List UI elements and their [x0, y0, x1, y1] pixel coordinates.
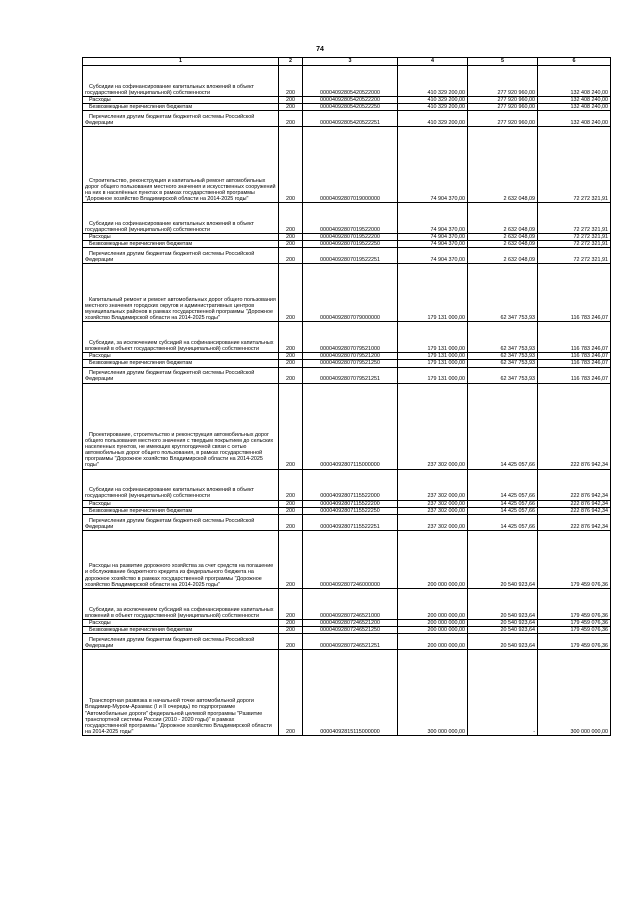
row-exec-cell: 62 347 753,93 — [468, 264, 538, 322]
row-kbk-cell: 00004092805420522000 — [303, 66, 398, 97]
row-name-cell: Капитальный ремонт и ремонт автомобильных дорог общего пользования местного значения городских округов и административных центров муниципальных районов в рамках государственной программы "Дорожное хозяйство Владимирской области на 2014-2025 годы" — [83, 264, 279, 322]
row-rest-cell: 116 783 246,07 — [538, 264, 611, 322]
row-kbk-cell: 00004092807019000000 — [303, 127, 398, 203]
table-row — [83, 97, 611, 104]
row-exec-cell: 2 632 048,09 — [468, 127, 538, 203]
row-name-cell: Перечисления другим бюджетам бюджетной системы Российской Федерации — [83, 111, 279, 127]
row-rest-cell: 132 408 240,00 — [538, 111, 611, 127]
table-row — [83, 619, 611, 626]
row-name-cell: Безвозмездные перечисления бюджетам — [83, 507, 279, 514]
row-name-cell: Расходы на развитие дорожного хозяйства за счет средств на погашение и обслуживание бюджетного кредита из федерального бюджета на дорожное хозяйство в рамках государственной программы "Дорожное хозяйство Владимирской области на 2014-2025 годы" — [83, 530, 279, 588]
row-exec-cell: 62 347 753,93 — [468, 360, 538, 367]
row-plan-cell: 410 329 200,00 — [398, 111, 468, 127]
row-plan-cell: 200 000 000,00 — [398, 619, 468, 626]
row-kbk-cell: 00004092805420522251 — [303, 111, 398, 127]
row-rest-cell: 222 876 942,34 — [538, 507, 611, 514]
row-plan-cell: 179 131 000,00 — [398, 322, 468, 353]
table-row — [83, 500, 611, 507]
table-row — [83, 383, 611, 469]
row-rest-cell: 222 876 942,34 — [538, 500, 611, 507]
row-exec-cell: 20 540 923,64 — [468, 633, 538, 649]
row-kbk-cell: 00004092807079521251 — [303, 367, 398, 383]
row-rest-cell: 132 408 240,00 — [538, 97, 611, 104]
row-code-cell: 200 — [279, 241, 303, 248]
row-kbk-cell: 00004092807019522200 — [303, 234, 398, 241]
row-kbk-cell: 00004092805420522200 — [303, 97, 398, 104]
row-plan-cell: 179 131 000,00 — [398, 264, 468, 322]
row-name-cell: Расходы — [83, 500, 279, 507]
row-name-cell: Безвозмездные перечисления бюджетам — [83, 104, 279, 111]
row-code-cell: 200 — [279, 360, 303, 367]
table-row — [83, 588, 611, 619]
row-name-cell: Перечисления другим бюджетам бюджетной системы Российской Федерации — [83, 514, 279, 530]
table-row — [83, 469, 611, 500]
row-kbk-cell: 00004092807246521200 — [303, 619, 398, 626]
header-col-6: 6 — [538, 58, 611, 66]
row-rest-cell: 179 459 076,36 — [538, 530, 611, 588]
row-exec-cell: 14 425 057,66 — [468, 500, 538, 507]
table-row — [83, 203, 611, 234]
row-plan-cell: 410 329 200,00 — [398, 97, 468, 104]
row-plan-cell: 74 904 370,00 — [398, 241, 468, 248]
header-col-1: 1 — [83, 58, 279, 66]
row-plan-cell: 410 329 200,00 — [398, 104, 468, 111]
table-row — [83, 241, 611, 248]
row-code-cell: 200 — [279, 507, 303, 514]
row-kbk-cell: 00004092807019522000 — [303, 203, 398, 234]
budget-execution-table — [82, 57, 611, 736]
row-rest-cell: 179 459 076,36 — [538, 633, 611, 649]
row-code-cell: 200 — [279, 514, 303, 530]
table-row — [83, 360, 611, 367]
row-rest-cell: 222 876 942,34 — [538, 383, 611, 469]
row-plan-cell: 200 000 000,00 — [398, 626, 468, 633]
row-name-cell: Субсидии, за исключением субсидий на софинансирование капитальных вложений в объект государственной (муниципальной) собственности — [83, 588, 279, 619]
row-plan-cell: 200 000 000,00 — [398, 530, 468, 588]
row-exec-cell: 20 540 923,64 — [468, 530, 538, 588]
row-exec-cell: - — [468, 649, 538, 735]
table-row — [83, 322, 611, 353]
table-row — [83, 530, 611, 588]
row-name-cell: Перечисления другим бюджетам бюджетной системы Российской Федерации — [83, 367, 279, 383]
row-kbk-cell: 00004092807246521000 — [303, 588, 398, 619]
row-rest-cell: 116 783 246,07 — [538, 367, 611, 383]
row-plan-cell: 237 302 000,00 — [398, 500, 468, 507]
row-plan-cell: 74 904 370,00 — [398, 234, 468, 241]
row-code-cell: 200 — [279, 104, 303, 111]
table-row — [83, 248, 611, 264]
row-exec-cell: 14 425 057,66 — [468, 507, 538, 514]
row-exec-cell: 20 540 923,64 — [468, 626, 538, 633]
row-rest-cell: 179 459 076,36 — [538, 588, 611, 619]
row-code-cell: 200 — [279, 626, 303, 633]
row-exec-cell: 14 425 057,66 — [468, 383, 538, 469]
row-kbk-cell: 00004092807079521200 — [303, 353, 398, 360]
row-kbk-cell: 00004092807019522251 — [303, 248, 398, 264]
row-plan-cell: 300 000 000,00 — [398, 649, 468, 735]
row-plan-cell: 179 131 000,00 — [398, 353, 468, 360]
row-name-cell: Субсидии на софинансирование капитальных вложений в объект государственной (муниципальной) собственности — [83, 469, 279, 500]
row-plan-cell: 74 904 370,00 — [398, 203, 468, 234]
table-row — [83, 367, 611, 383]
row-plan-cell: 237 302 000,00 — [398, 514, 468, 530]
row-plan-cell: 74 904 370,00 — [398, 127, 468, 203]
row-rest-cell: 116 783 246,07 — [538, 322, 611, 353]
table-header-row — [83, 58, 611, 66]
row-name-cell: Безвозмездные перечисления бюджетам — [83, 241, 279, 248]
row-exec-cell: 62 347 753,93 — [468, 353, 538, 360]
row-kbk-cell: 00004092807246521251 — [303, 633, 398, 649]
row-exec-cell: 2 632 048,09 — [468, 203, 538, 234]
row-code-cell: 200 — [279, 353, 303, 360]
row-code-cell: 200 — [279, 264, 303, 322]
row-rest-cell: 179 459 076,36 — [538, 626, 611, 633]
row-exec-cell: 277 920 960,00 — [468, 111, 538, 127]
row-code-cell: 200 — [279, 633, 303, 649]
header-col-3: 3 — [303, 58, 398, 66]
row-kbk-cell: 00004092807115522250 — [303, 507, 398, 514]
row-exec-cell: 277 920 960,00 — [468, 104, 538, 111]
row-kbk-cell: 00004092807079521250 — [303, 360, 398, 367]
row-plan-cell: 237 302 000,00 — [398, 383, 468, 469]
row-kbk-cell: 00004092807115000000 — [303, 383, 398, 469]
row-plan-cell: 179 131 000,00 — [398, 360, 468, 367]
row-code-cell: 200 — [279, 66, 303, 97]
row-code-cell: 200 — [279, 619, 303, 626]
row-kbk-cell: 00004092807115522000 — [303, 469, 398, 500]
row-rest-cell: 72 272 321,91 — [538, 234, 611, 241]
row-code-cell: 200 — [279, 322, 303, 353]
row-exec-cell: 62 347 753,93 — [468, 322, 538, 353]
row-name-cell: Проектирование, строительство и реконструкция автомобильных дорог общего пользования местного значения с твердым покрытием до сельских населенных пунктов, не имеющих круглогодичной связи с сетью автомобильных дорог общего пользования, в рамках государственной программы "Дорожное хозяйство Владимирской области на 2014-2025 годы" — [83, 383, 279, 469]
row-kbk-cell: 00004092815115000000 — [303, 649, 398, 735]
table-row — [83, 66, 611, 97]
row-kbk-cell: 00004092805420522250 — [303, 104, 398, 111]
header-col-4: 4 — [398, 58, 468, 66]
row-name-cell: Субсидии на софинансирование капитальных вложений в объект государственной (муниципальной) собственности — [83, 66, 279, 97]
row-rest-cell: 132 408 240,00 — [538, 66, 611, 97]
table-row — [83, 104, 611, 111]
row-name-cell: Субсидии на софинансирование капитальных вложений в объект государственной (муниципальной) собственности — [83, 203, 279, 234]
row-name-cell: Расходы — [83, 97, 279, 104]
row-plan-cell: 200 000 000,00 — [398, 588, 468, 619]
row-kbk-cell: 00004092807246000000 — [303, 530, 398, 588]
row-name-cell: Безвозмездные перечисления бюджетам — [83, 626, 279, 633]
table-row — [83, 264, 611, 322]
row-rest-cell: 72 272 321,91 — [538, 248, 611, 264]
row-kbk-cell: 00004092807246521250 — [303, 626, 398, 633]
row-code-cell: 200 — [279, 530, 303, 588]
row-exec-cell: 277 920 960,00 — [468, 97, 538, 104]
row-name-cell: Расходы — [83, 619, 279, 626]
row-name-cell: Расходы — [83, 234, 279, 241]
row-name-cell: Перечисления другим бюджетам бюджетной системы Российской Федерации — [83, 633, 279, 649]
row-code-cell: 200 — [279, 248, 303, 264]
row-name-cell: Расходы — [83, 353, 279, 360]
row-rest-cell: 116 783 246,07 — [538, 360, 611, 367]
row-code-cell: 200 — [279, 588, 303, 619]
row-plan-cell: 237 302 000,00 — [398, 507, 468, 514]
row-exec-cell: 14 425 057,66 — [468, 469, 538, 500]
table-row — [83, 514, 611, 530]
page-number: 74 — [316, 46, 324, 53]
row-code-cell: 200 — [279, 469, 303, 500]
row-code-cell: 200 — [279, 97, 303, 104]
row-code-cell: 200 — [279, 649, 303, 735]
row-rest-cell: 116 783 246,07 — [538, 353, 611, 360]
row-code-cell: 200 — [279, 203, 303, 234]
row-rest-cell: 132 408 240,00 — [538, 104, 611, 111]
row-kbk-cell: 00004092807079521000 — [303, 322, 398, 353]
row-exec-cell: 277 920 960,00 — [468, 66, 538, 97]
row-exec-cell: 2 632 048,09 — [468, 234, 538, 241]
row-code-cell: 200 — [279, 383, 303, 469]
row-rest-cell: 300 000 000,00 — [538, 649, 611, 735]
row-rest-cell: 179 459 076,36 — [538, 619, 611, 626]
table-row — [83, 234, 611, 241]
row-exec-cell: 2 632 048,09 — [468, 248, 538, 264]
row-name-cell: Транспортная развязка в начальной точке автомобильной дороги Владимир-Муром-Арзамас (I и II очередь) по подпрограмме "Автомобильные дороги" федеральной целевой программы "Развитие транспортной системы России (2010 - 2020 годы)" в рамках государственной программы "Дорожное хозяйство Владимирской области на 2014-2025 годы" — [83, 649, 279, 735]
row-code-cell: 200 — [279, 234, 303, 241]
row-exec-cell: 20 540 923,64 — [468, 619, 538, 626]
row-code-cell: 200 — [279, 127, 303, 203]
row-rest-cell: 72 272 321,91 — [538, 127, 611, 203]
header-col-5: 5 — [468, 58, 538, 66]
row-rest-cell: 72 272 321,91 — [538, 203, 611, 234]
row-plan-cell: 179 131 000,00 — [398, 367, 468, 383]
row-kbk-cell: 00004092807115522251 — [303, 514, 398, 530]
table-row — [83, 649, 611, 735]
row-code-cell: 200 — [279, 500, 303, 507]
row-name-cell: Субсидии, за исключением субсидий на софинансирование капитальных вложений в объект государственной (муниципальной) собственности — [83, 322, 279, 353]
table-row — [83, 353, 611, 360]
table-row — [83, 633, 611, 649]
row-plan-cell: 74 904 370,00 — [398, 248, 468, 264]
row-plan-cell: 237 302 000,00 — [398, 469, 468, 500]
row-exec-cell: 62 347 753,93 — [468, 367, 538, 383]
row-name-cell: Строительство, реконструкция и капитальный ремонт автомобильных дорог общего пользования местного значения и искусственных сооружений на них в населённых пунктах в рамках государственной программы "Дорожное хозяйство Владимирской области на 2014-2025 годы" — [83, 127, 279, 203]
row-code-cell: 200 — [279, 111, 303, 127]
table-row — [83, 507, 611, 514]
row-kbk-cell: 00004092807019522250 — [303, 241, 398, 248]
row-exec-cell: 20 540 923,64 — [468, 588, 538, 619]
header-col-2: 2 — [279, 58, 303, 66]
row-rest-cell: 222 876 942,34 — [538, 514, 611, 530]
row-name-cell: Безвозмездные перечисления бюджетам — [83, 360, 279, 367]
table-row — [83, 111, 611, 127]
row-rest-cell: 222 876 942,34 — [538, 469, 611, 500]
row-kbk-cell: 00004092807079000000 — [303, 264, 398, 322]
row-exec-cell: 14 425 057,66 — [468, 514, 538, 530]
row-exec-cell: 2 632 048,09 — [468, 241, 538, 248]
table-row — [83, 127, 611, 203]
row-code-cell: 200 — [279, 367, 303, 383]
table-row — [83, 626, 611, 633]
row-kbk-cell: 00004092807115522200 — [303, 500, 398, 507]
row-plan-cell: 200 000 000,00 — [398, 633, 468, 649]
row-name-cell: Перечисления другим бюджетам бюджетной системы Российской Федерации — [83, 248, 279, 264]
row-rest-cell: 72 272 321,91 — [538, 241, 611, 248]
row-plan-cell: 410 329 200,00 — [398, 66, 468, 97]
